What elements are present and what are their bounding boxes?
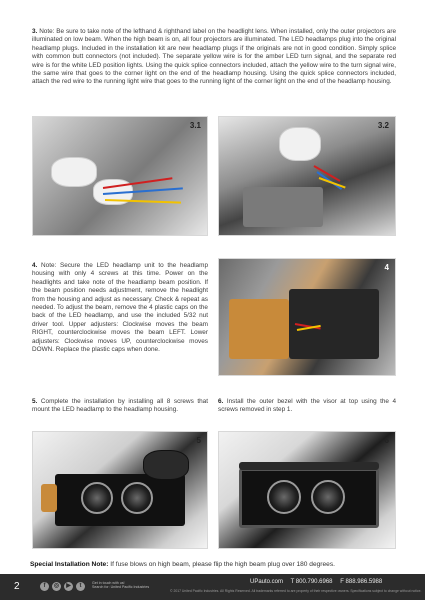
- special-note-label: Special Installation Note:: [30, 561, 109, 568]
- social-line-2: Search for: United Pacific Industries: [92, 585, 150, 590]
- gloved-hand-image: [143, 450, 189, 480]
- step-3-text: [32, 28, 396, 87]
- led-headlamp-image: [55, 474, 185, 526]
- step-6-body: Install the outer bezel with the visor at top using the 4 screws removed in step 1.: [218, 398, 396, 414]
- step-5-number: 5.: [32, 398, 38, 405]
- projector-lens-image: [121, 482, 153, 514]
- photo-6: [218, 431, 396, 549]
- amber-corner-light-image: [229, 299, 289, 359]
- page-footer: [0, 574, 425, 600]
- step-4-body: Note: Secure the LED headlamp unit to the headlamp housing with only 4 screws at this time. Power on the headlights and take note of the headlamp beam position. If the beam position needs adjustment, remove the headlight from the housing and adjust as necessary. Check & repeat as needed. To adjust the beam, remove the 4 plastic caps on the back of the LED headlamp, and use the included 5/32 nut driver tool. Upper adjusters: Clockwise moves the beam RIGHT, counterclockwise moves the beam LEFT. Lower adjusters: Clockwise moves UP, counterclockwise moves DOWN. Replace the plastic caps when done.: [32, 262, 208, 354]
- website-link[interactable]: UPauto.com: [250, 579, 284, 585]
- photo-4: [218, 258, 396, 376]
- gloved-hand-image: [51, 157, 97, 187]
- instagram-icon[interactable]: ◎: [53, 583, 60, 589]
- phone-number: T 800.790.6968: [290, 579, 333, 585]
- youtube-icon[interactable]: ▶: [64, 582, 73, 591]
- photo-4-label: 4: [384, 263, 389, 272]
- special-installation-note: [30, 561, 400, 568]
- photo-6-label: 6: [384, 436, 389, 445]
- step-4-number: 4.: [32, 262, 38, 269]
- legal-notice: © 2017 United Pacific Industries. All Rights Reserved. All trademarks referred to are property of their respective owners. Specifications subject to change without notice.: [170, 589, 422, 593]
- photo-5-label: 5: [196, 436, 201, 445]
- photo-5: [32, 431, 208, 549]
- step-6-text: [218, 398, 396, 415]
- step-3-number: 3.: [32, 28, 38, 35]
- photo-3-2-label: 3.2: [377, 121, 389, 130]
- step-5-body: Complete the installation by installing all 8 screws that mount the LED headlamp to the headlamp housing.: [32, 398, 208, 414]
- gloved-hand-image: [279, 127, 321, 161]
- led-headlamp-with-bezel-image: [239, 468, 379, 528]
- photo-3-2: [218, 116, 396, 236]
- projector-lens-image: [267, 480, 301, 514]
- step-4-text: [32, 262, 208, 354]
- photo-3-1-label: 3.1: [189, 121, 201, 130]
- twitter-icon[interactable]: t: [76, 582, 85, 591]
- projector-lens-image: [81, 482, 113, 514]
- fax-number: F 888.986.5988: [340, 579, 383, 585]
- amber-corner-light-image: [41, 484, 57, 512]
- photo-3-1: [32, 116, 208, 236]
- step-6-number: 6.: [218, 398, 224, 405]
- social-line-1: Get in touch with us!: [92, 581, 125, 585]
- facebook-icon[interactable]: f: [40, 582, 49, 591]
- projector-lens-image: [311, 480, 345, 514]
- step-5-text: [32, 398, 208, 415]
- visor-image: [239, 462, 379, 470]
- contact-info: [250, 579, 388, 585]
- headlamp-housing-image: [243, 187, 323, 227]
- page-number: 2: [14, 581, 20, 592]
- step-3-body: Note: Be sure to take note of the lefthand & righthand label on the headlight lens. When installed, only the outer projectors are illuminated on low beam. When the high beam is on, all four projectors are illuminated. The LED headlamps plug into the original headlamp plugs. Included in the installation kit are new headlamp plugs if the originals are not in good condition. Simply splice with common butt connectors (not included). The separate yellow wire is for the amber LED turn signal, and the separate red wire is for the white LED position lights. Using the quick splice connectors included, attach the yellow wire to the turn signal wire, the same wire that goes to the corner light on the end of the headlamp housing. Using the quick splice connectors included, attach the red wire to the running light wire that goes to the running light of the corner light on the end of the headlamp housing.: [32, 28, 396, 86]
- special-note-text: If fuse blows on high beam, please flip the high beam plug over 180 degrees.: [110, 561, 335, 568]
- yellow-wire-image: [319, 177, 346, 188]
- social-text: [92, 581, 149, 590]
